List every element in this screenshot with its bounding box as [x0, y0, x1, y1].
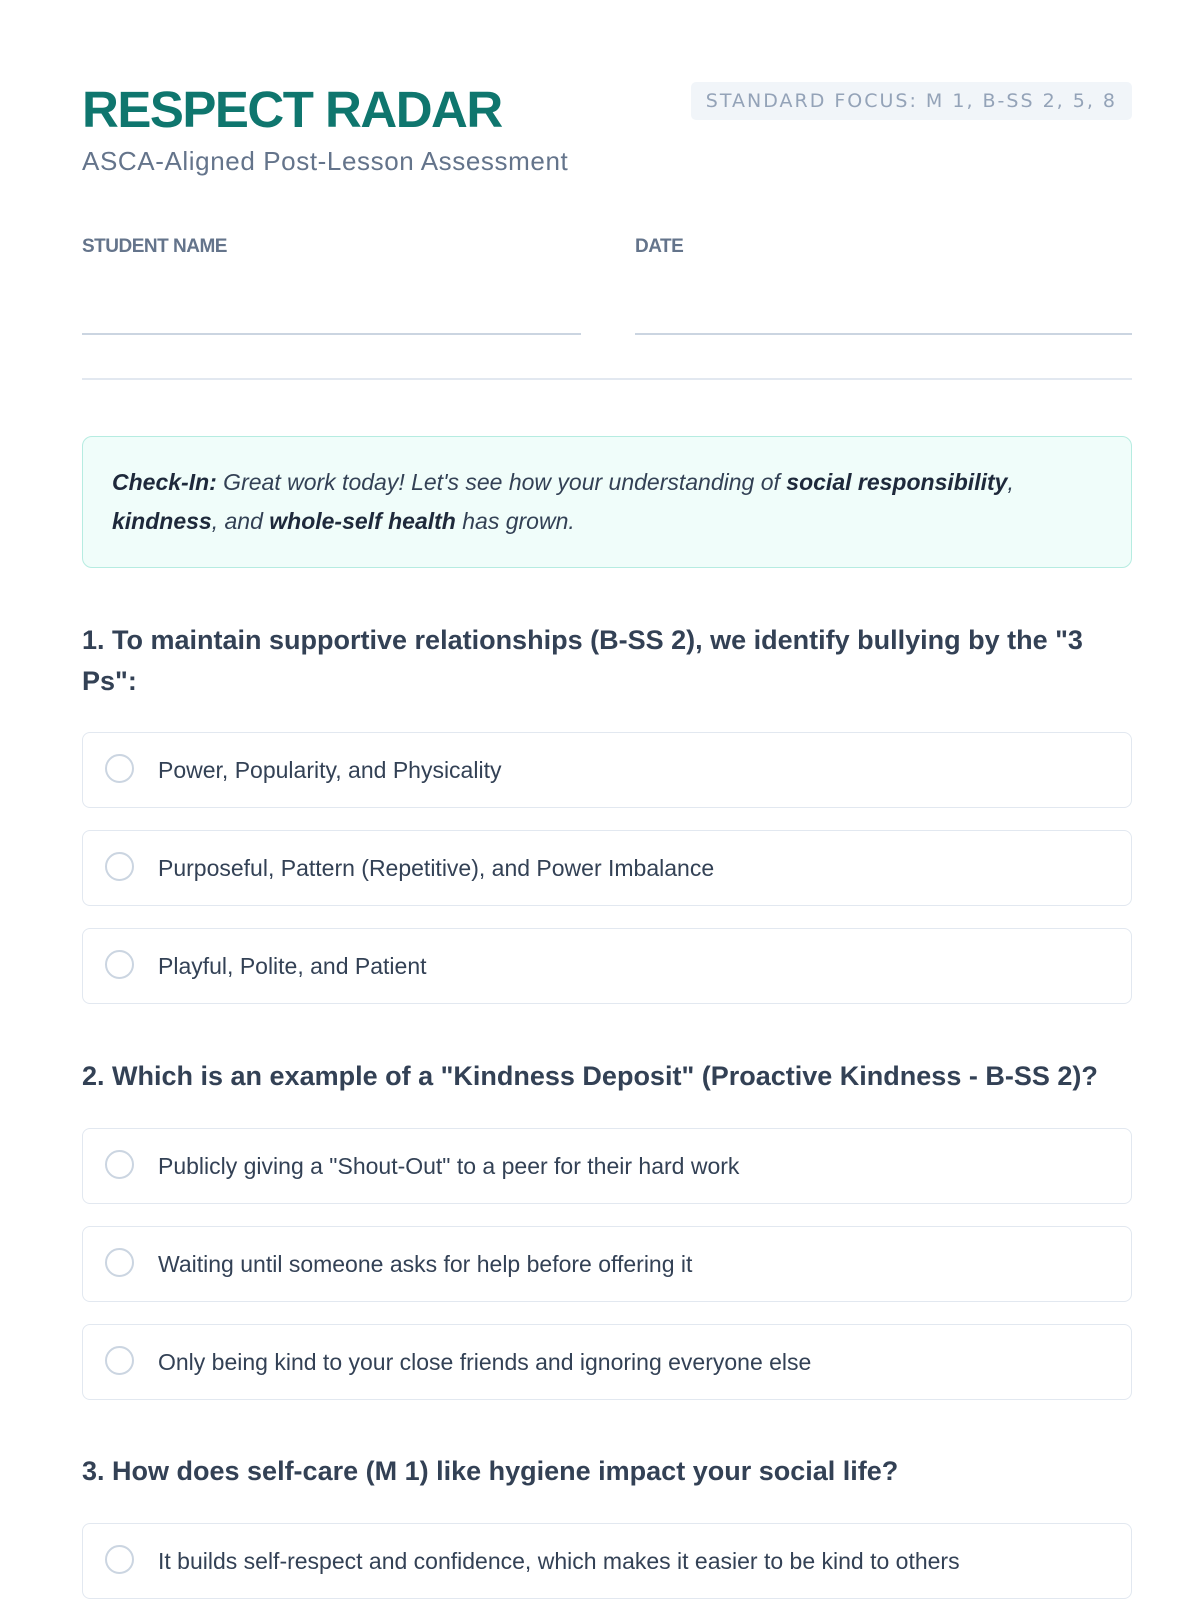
answer-option-label: Only being kind to your close friends and ignoring everyone else: [158, 1349, 812, 1375]
date-input-line[interactable]: [635, 333, 1132, 335]
check-in-lead: Check-In:: [112, 469, 217, 495]
check-in-callout: [82, 436, 1132, 568]
section-divider: [82, 378, 1132, 380]
question-text: 1. To maintain supportive relationships (B-SS 2), we identify bullying by the "3 Ps":: [82, 625, 1083, 696]
student-name-input-line[interactable]: [82, 333, 581, 335]
answer-option[interactable]: [82, 1523, 1132, 1599]
standard-focus-badge: STANDARD FOCUS: M 1, B-SS 2, 5, 8: [691, 82, 1132, 120]
radio-button[interactable]: [105, 852, 134, 881]
radio-button[interactable]: [105, 1346, 134, 1375]
answer-option[interactable]: [82, 732, 1132, 808]
student-name-label: STUDENT NAME: [82, 236, 227, 257]
answer-option-label: Publicly giving a "Shout-Out" to a peer for their hard work: [158, 1153, 740, 1179]
answer-option-label: Purposeful, Pattern (Repetitive), and Power Imbalance: [158, 855, 715, 881]
date-label: DATE: [635, 236, 684, 257]
answer-option-label: Playful, Polite, and Patient: [158, 953, 427, 979]
answer-option[interactable]: [82, 1324, 1132, 1400]
answer-option[interactable]: [82, 1226, 1132, 1302]
radio-button[interactable]: [105, 754, 134, 783]
radio-button[interactable]: [105, 1248, 134, 1277]
check-in-text: Great work today! Let's see how your understanding of: [216, 469, 787, 495]
answer-option-label: Power, Popularity, and Physicality: [158, 757, 502, 783]
header: [82, 0, 1132, 200]
question-2: [82, 1056, 1132, 1375]
radio-button[interactable]: [105, 950, 134, 979]
check-in-term: whole-self health: [269, 508, 456, 534]
check-in-text: has grown.: [455, 508, 575, 534]
answer-option[interactable]: [82, 830, 1132, 906]
answer-option[interactable]: [82, 1128, 1132, 1204]
page-title: RESPECT RADAR: [82, 81, 502, 138]
question-text: 2. Which is an example of a "Kindness Deposit" (Proactive Kindness - B-SS 2)?: [82, 1061, 1098, 1091]
answer-option-label: Waiting until someone asks for help before offering it: [158, 1251, 693, 1277]
check-in-text: , and: [211, 508, 270, 534]
check-in-text: ,: [1007, 469, 1014, 495]
question-3: [82, 1451, 1132, 1574]
radio-button[interactable]: [105, 1150, 134, 1179]
radio-button[interactable]: [105, 1545, 134, 1574]
question-1: [82, 620, 1132, 979]
answer-option-label: It builds self-respect and confidence, which makes it easier to be kind to others: [158, 1548, 960, 1574]
assessment-page: [82, 0, 1132, 1574]
check-in-term: social responsibility: [786, 469, 1008, 495]
answer-option[interactable]: [82, 928, 1132, 1004]
student-info-fields: [82, 236, 1132, 336]
page-subtitle: ASCA-Aligned Post-Lesson Assessment: [82, 146, 569, 176]
student-name-field[interactable]: [82, 236, 581, 258]
check-in-term: kindness: [112, 508, 212, 534]
question-text: 3. How does self-care (M 1) like hygiene impact your social life?: [82, 1456, 899, 1486]
date-field[interactable]: [635, 236, 1132, 258]
